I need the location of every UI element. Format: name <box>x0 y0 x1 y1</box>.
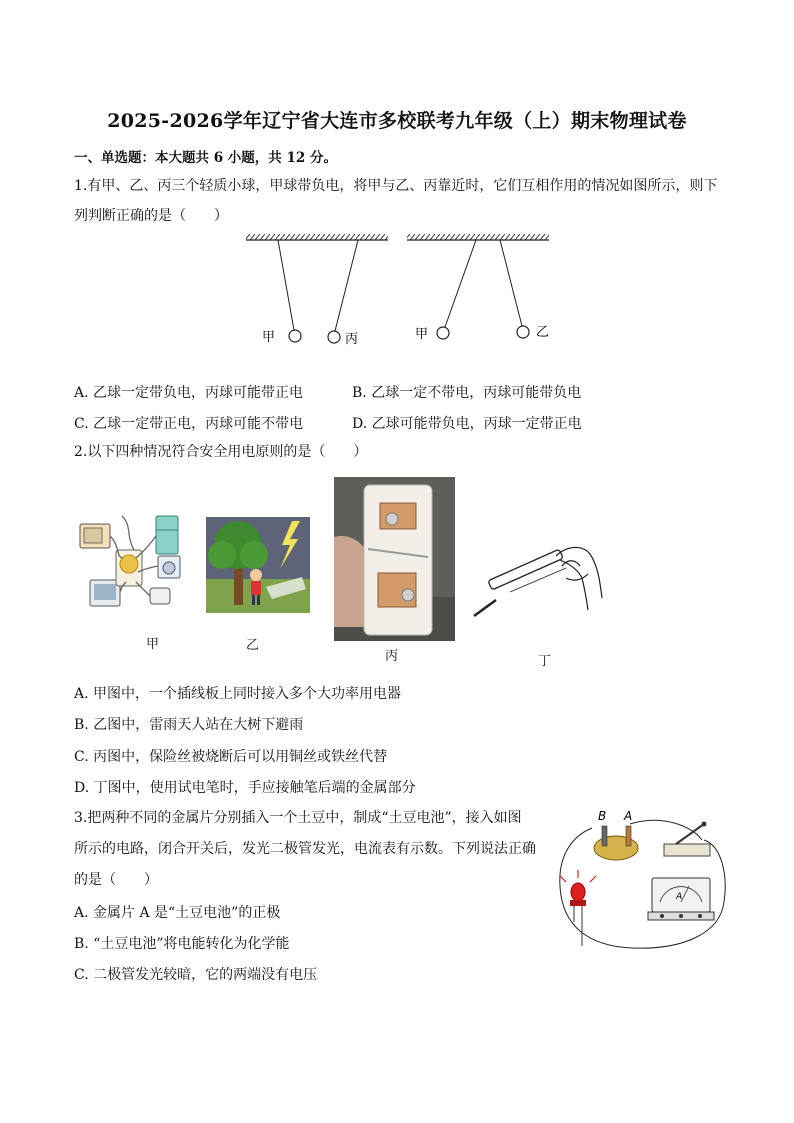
copper-contact-top <box>380 503 416 529</box>
kettle-icon <box>150 588 170 604</box>
section-heading: 一、单选题：本大题共 6 小题，共 12 分。 <box>74 150 337 166</box>
switch-base <box>664 844 710 856</box>
question-3-stem <box>74 803 544 896</box>
label-jia-right: 甲 <box>415 327 429 342</box>
q3-option-b[interactable]: B. “土豆电池”将电能转化为化学能 <box>74 936 290 952</box>
test-pen-icon <box>488 549 563 590</box>
thread-right-a <box>445 240 476 327</box>
label-bing: 丙 <box>345 332 359 347</box>
metal-plate-b <box>602 826 607 846</box>
q2-label-bing: 丙 <box>385 649 399 664</box>
q2-label-ding: 丁 <box>538 654 552 669</box>
ammeter-label: A <box>676 892 683 902</box>
q1-option-c[interactable]: C. 乙球一定带正电，丙球可能不带电 <box>74 416 304 432</box>
q1-option-d[interactable]: D. 乙球可能带负电，丙球一定带正电 <box>352 416 582 432</box>
q1-option-a[interactable]: A. 乙球一定带负电，丙球可能带正电 <box>74 385 304 401</box>
ball-right-b <box>517 326 529 338</box>
q2-label-yi: 乙 <box>246 638 260 653</box>
label-plate-b: B <box>598 809 607 823</box>
switch-icon[interactable] <box>676 824 704 844</box>
q3-option-c[interactable]: C. 二极管发光较暗，它的两端没有电压 <box>74 967 318 983</box>
ball-left-a <box>289 330 301 342</box>
question-1-stem <box>74 171 724 231</box>
question-1-line-2: 列判断正确的是（ ） <box>74 208 228 224</box>
label-plate-a: A <box>624 809 633 823</box>
spark-icon <box>120 555 138 573</box>
q2-figure-jia <box>76 506 186 618</box>
q2-option-b[interactable]: B. 乙图中，雷雨天人站在大树下避雨 <box>74 717 304 733</box>
pen-tip <box>474 600 496 616</box>
person-icon <box>250 569 262 581</box>
potato-icon <box>594 836 638 860</box>
ball-right-a <box>437 327 449 339</box>
q1-pendulum-figure <box>230 228 570 353</box>
q2-figure-yi <box>206 517 310 613</box>
q2-option-a[interactable]: A. 甲图中，一个插线板上同时接入多个大功率用电器 <box>74 686 402 702</box>
led-icon <box>571 883 585 901</box>
q1-option-b[interactable]: B. 乙球一定不带电，丙球可能带负电 <box>352 385 582 401</box>
q2-option-c[interactable]: C. 丙图中，保险丝被烧断后可以用铜丝或铁丝代替 <box>74 749 388 765</box>
ceiling-left <box>246 234 388 240</box>
page-title: 2025-2026学年辽宁省大连市多校联考九年级（上）期末物理试卷 <box>107 110 687 132</box>
metal-plate-a <box>626 826 631 846</box>
q2-option-d[interactable]: D. 丁图中，使用试电笔时，手应接触笔后端的金属部分 <box>74 780 416 796</box>
q2-figure-ding <box>470 540 606 620</box>
q3-option-a[interactable]: A. 金属片 A 是“土豆电池”的正极 <box>74 905 281 921</box>
thread-right-b <box>500 240 522 326</box>
label-jia-left: 甲 <box>262 330 276 345</box>
question-2-stem: 2.以下四种情况符合安全用电原则的是（ ） <box>74 444 368 460</box>
question-3-line-3: 的是（ ） <box>74 872 158 888</box>
q3-circuit-figure <box>552 806 730 952</box>
label-yi: 乙 <box>536 325 550 340</box>
question-3-line-1: 3.把两种不同的金属片分别插入一个土豆中，制成“土豆电池”，接入如图 <box>74 810 522 826</box>
q2-figure-bing <box>334 477 455 641</box>
ceiling-right <box>407 234 549 240</box>
ball-left-b <box>328 331 340 343</box>
fridge-icon <box>156 516 178 554</box>
q2-label-jia: 甲 <box>146 637 160 652</box>
question-3-line-2: 所示的电路，闭合开关后，发光二极管发光，电流表有示数。下列说法正确 <box>74 841 536 857</box>
thread-left-b <box>335 240 358 331</box>
question-1-line-1: 1.有甲、乙、丙三个轻质小球，甲球带负电，将甲与乙、丙靠近时，它们互相作用的情况如图所示，则下 <box>74 178 718 194</box>
thread-left-a <box>278 240 294 330</box>
